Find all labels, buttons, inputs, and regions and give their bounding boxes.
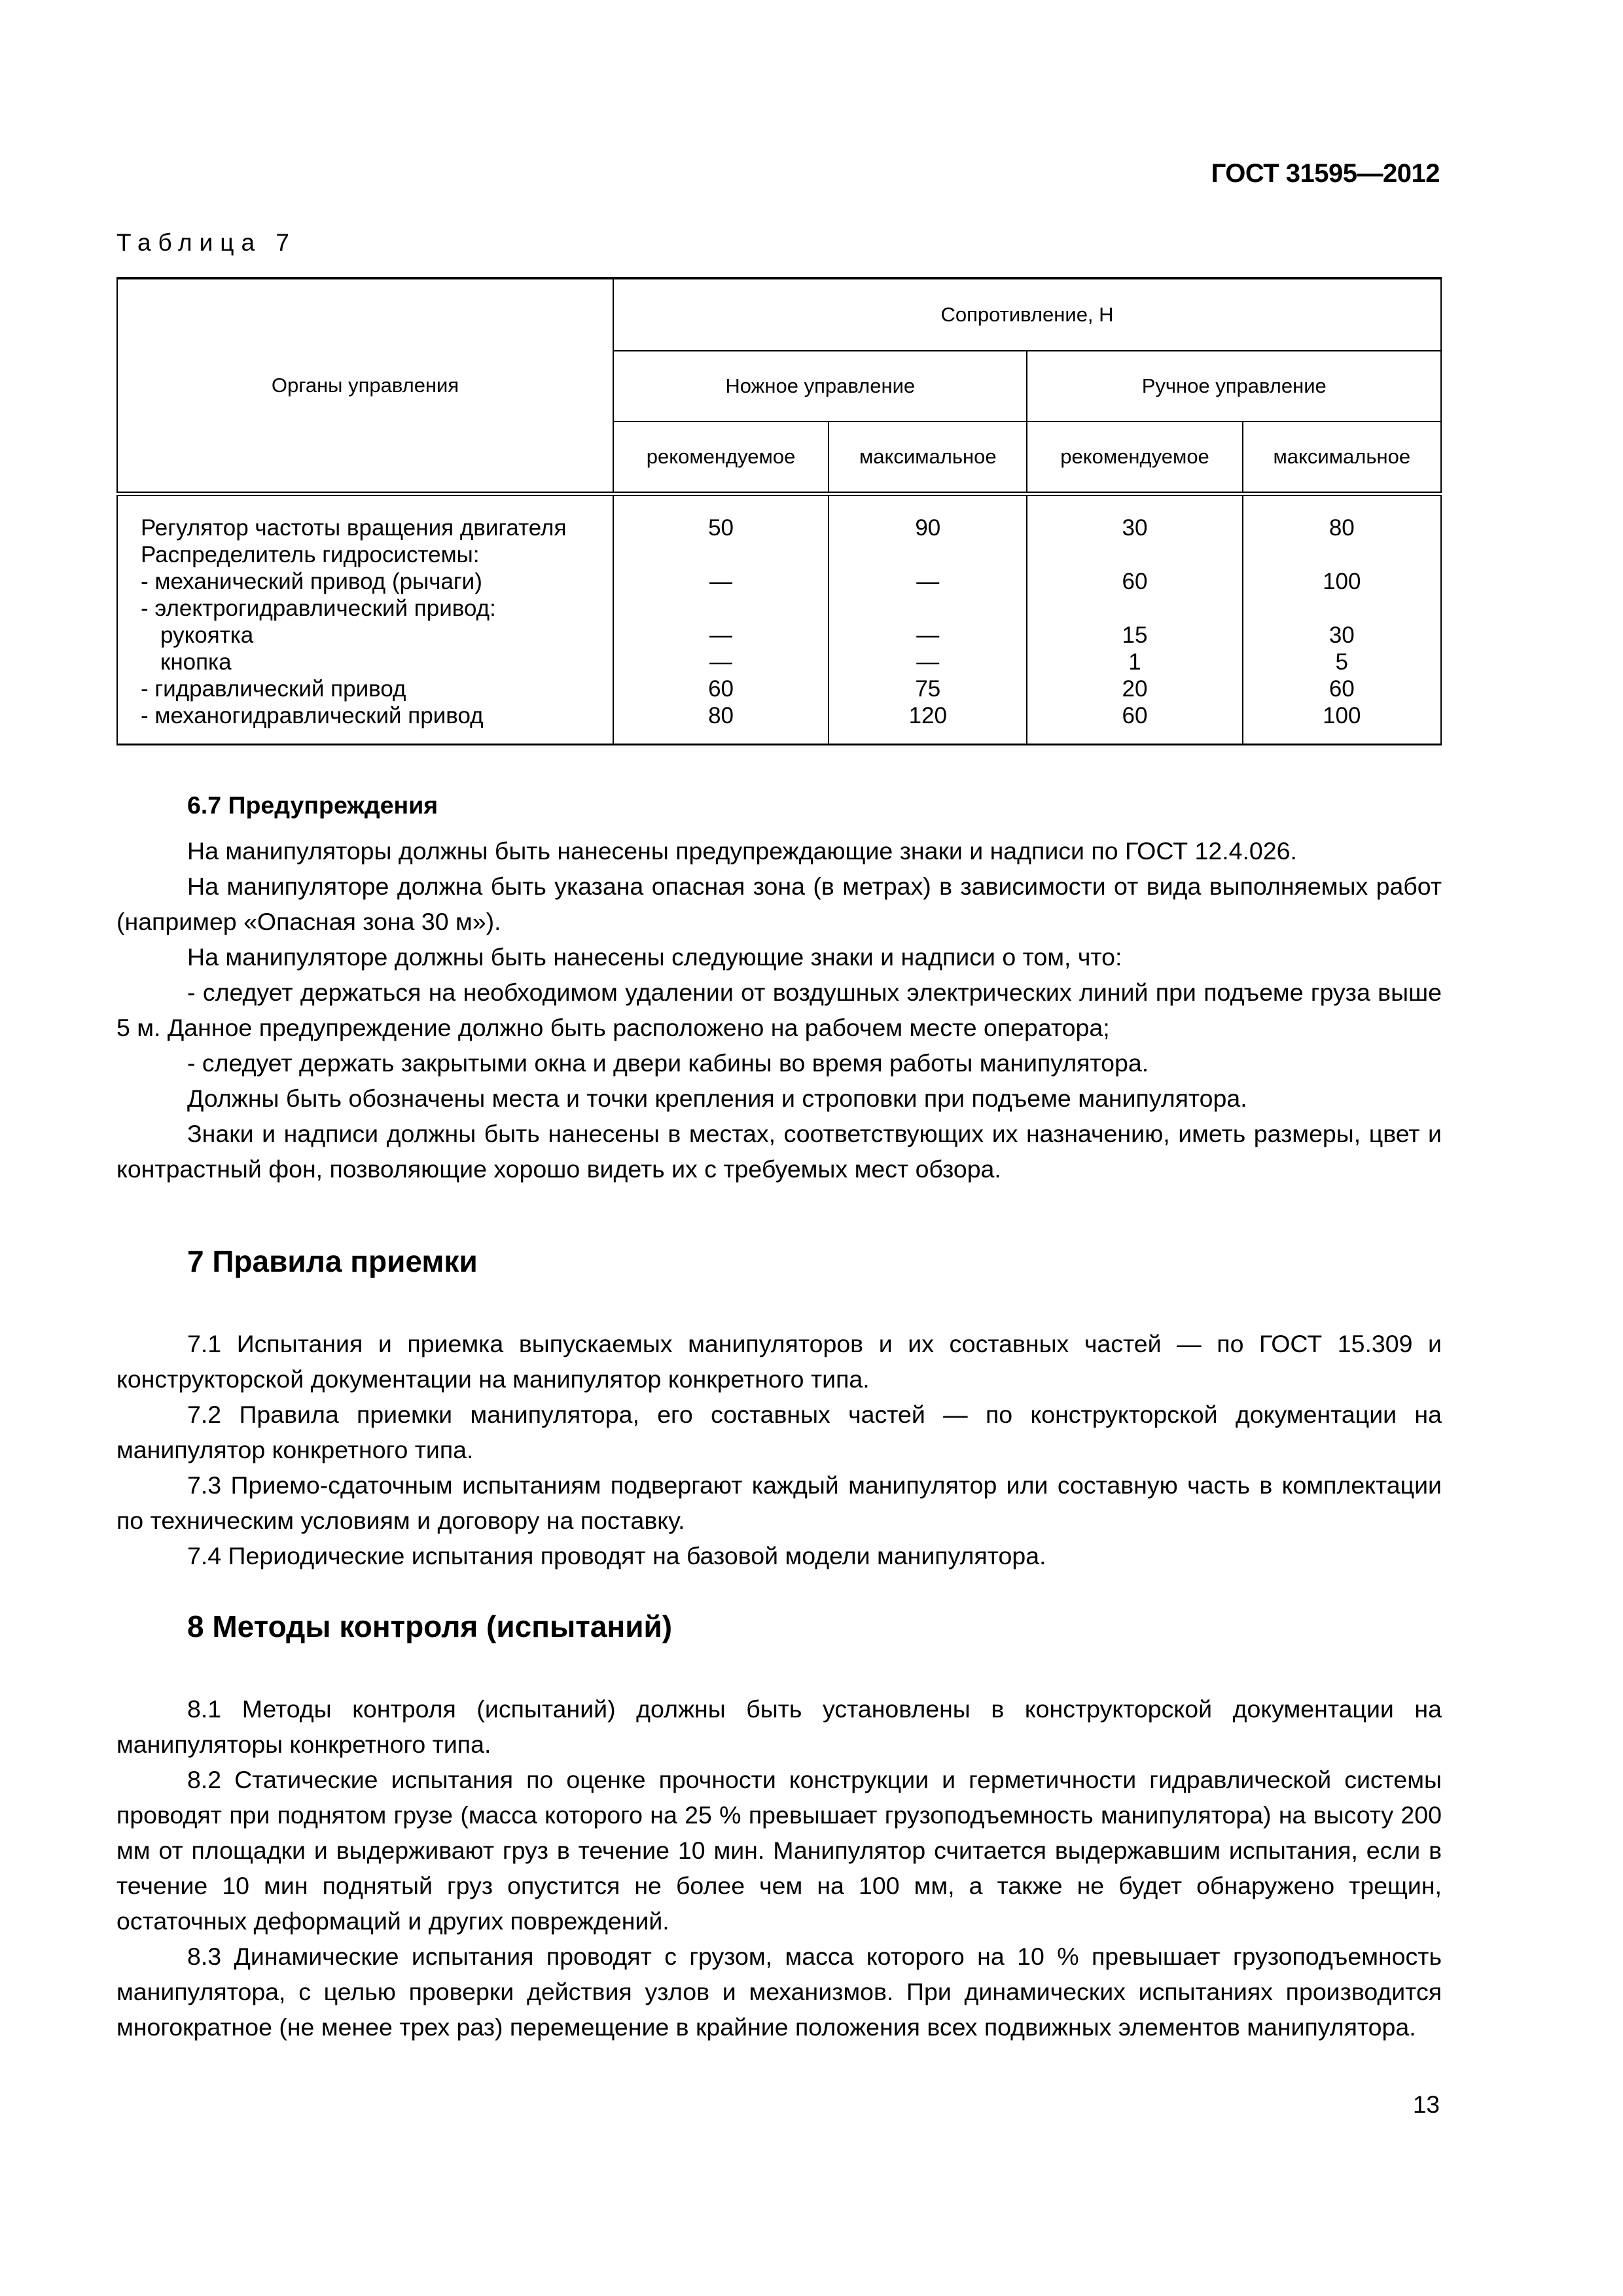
row-name: Регулятор частоты вращения двигателя bbox=[141, 515, 567, 541]
paragraph: - следует держаться на необходимом удалении от воздушных электрических линий при подъеме груза выше 5 м. Данное предупреждение должно быть расположено на рабочем месте оператора; bbox=[116, 978, 1442, 1041]
cell-value: 80 bbox=[708, 703, 734, 728]
cell-value: — bbox=[916, 622, 940, 648]
cell-value: 60 bbox=[1329, 676, 1355, 702]
cell-value: 30 bbox=[1329, 622, 1355, 648]
section-heading: 6.7 Предупреждения bbox=[187, 791, 438, 819]
header-resistance: Сопротивление, Н bbox=[613, 278, 1441, 351]
paragraph: 7.4 Периодические испытания проводят на базовой модели манипулятора. bbox=[187, 1542, 1046, 1570]
cell-value bbox=[615, 541, 827, 568]
cell-value: 50 bbox=[708, 515, 734, 541]
header-hand-recommended: рекомендуемое bbox=[1027, 422, 1242, 494]
page-number: 13 bbox=[1412, 2091, 1440, 2118]
cell-value: 100 bbox=[1323, 703, 1361, 728]
cell-value: — bbox=[916, 569, 940, 594]
cell-value: 20 bbox=[1122, 676, 1148, 702]
section-6-7 bbox=[116, 787, 1442, 1187]
cell-value bbox=[1028, 595, 1241, 622]
cell-value bbox=[830, 541, 1026, 568]
foot-recommended-column bbox=[613, 494, 829, 745]
header-foot-control: Ножное управление bbox=[613, 351, 1027, 422]
table-body-row bbox=[117, 494, 1441, 745]
cell-value: 1 bbox=[1128, 649, 1141, 675]
paragraph: 8.2 Статические испытания по оценке прочности конструкции и герметичности гидравлической системы проводят при поднятом грузе (масса которого на 25 % превышает грузоподъемность манипулятора) на высоту 200 мм от площадки и выдерживают груз в течение 10 мин. Манипулятор считается выдержавшим испытания, если в течение 10 мин поднятый груз опустится не более чем на 100 мм, а также не будет обнаружено трещин, остаточных деформаций и других повреждений. bbox=[116, 1766, 1442, 1935]
foot-maximum-column bbox=[829, 494, 1027, 745]
header-controls: Органы управления bbox=[117, 278, 613, 494]
paragraph: На манипуляторе должна быть указана опасная зона (в метрах) в зависимости от вида выполняемых работ (например «Опасная зона 30 м»). bbox=[116, 872, 1442, 935]
cell-value: 60 bbox=[1122, 703, 1148, 728]
cell-value: 60 bbox=[1122, 569, 1148, 594]
paragraph: - следует держать закрытыми окна и двери кабины во время работы манипулятора. bbox=[187, 1049, 1149, 1077]
cell-value: — bbox=[916, 649, 940, 675]
paragraph: 7.2 Правила приемки манипулятора, его составных частей — по конструкторской документации на манипулятор конкретного типа. bbox=[116, 1401, 1442, 1463]
section-heading: 7 Правила приемки bbox=[187, 1244, 478, 1278]
cell-value: 15 bbox=[1122, 622, 1148, 648]
controls-column bbox=[117, 494, 613, 745]
cell-value: 120 bbox=[908, 703, 947, 728]
row-name: рукоятка bbox=[160, 622, 254, 648]
cell-value: 75 bbox=[915, 676, 941, 702]
hand-maximum-column bbox=[1243, 494, 1441, 745]
cell-value bbox=[1244, 541, 1440, 568]
cell-value: 30 bbox=[1122, 515, 1148, 541]
paragraph: На манипуляторы должны быть нанесены предупреждающие знаки и надписи по ГОСТ 12.4.026. bbox=[187, 837, 1297, 865]
paragraph: 8.1 Методы контроля (испытаний) должны быть установлены в конструкторской документации на манипуляторы конкретного типа. bbox=[116, 1695, 1442, 1758]
header-foot-maximum: максимальное bbox=[829, 422, 1027, 494]
cell-value bbox=[1028, 541, 1241, 568]
paragraph: На манипуляторе должны быть нанесены следующие знаки и надписи о том, что: bbox=[187, 943, 1122, 971]
cell-value: — bbox=[709, 622, 733, 648]
document-code: ГОСТ 31595—2012 bbox=[1211, 159, 1440, 188]
table-caption: Таблица 7 bbox=[116, 229, 296, 256]
cell-value bbox=[1244, 595, 1440, 622]
cell-value: 90 bbox=[915, 515, 941, 541]
cell-value: 100 bbox=[1323, 569, 1361, 594]
cell-value bbox=[830, 595, 1026, 622]
row-name: кнопка bbox=[160, 649, 232, 675]
row-name: - механогидравлический привод bbox=[141, 703, 484, 728]
cell-value: — bbox=[709, 569, 733, 594]
paragraph: 7.3 Приемо-сдаточным испытаниям подвергают каждый манипулятор или составную часть в комплектации по техническим условиям и договору на поставку. bbox=[116, 1471, 1442, 1534]
row-name: Распределитель гидросистемы: bbox=[141, 542, 480, 567]
cell-value bbox=[615, 595, 827, 622]
header-foot-recommended: рекомендуемое bbox=[613, 422, 829, 494]
row-name: - гидравлический привод bbox=[141, 676, 406, 702]
header-hand-maximum: максимальное bbox=[1243, 422, 1441, 494]
cell-value: 80 bbox=[1329, 515, 1355, 541]
cell-value: 60 bbox=[708, 676, 734, 702]
cell-value: 5 bbox=[1335, 649, 1349, 675]
hand-recommended-column bbox=[1027, 494, 1242, 745]
row-name: - механический привод (рычаги) bbox=[141, 569, 482, 594]
row-name: - электрогидравлический привод: bbox=[141, 596, 496, 621]
paragraph: 8.3 Динамические испытания проводят с грузом, масса которого на 10 % превышает грузоподъемность манипулятора, с целью проверки действия узлов и механизмов. При динамических испытаниях производится многократное (не менее трех раз) перемещение в крайние положения всех подвижных элементов манипулятора. bbox=[116, 1943, 1442, 2041]
section-8 bbox=[116, 1609, 1442, 2045]
paragraph: Знаки и надписи должны быть нанесены в местах, соответствующих их назначению, иметь размеры, цвет и контрастный фон, позволяющие хорошо видеть их с требуемых мест обзора. bbox=[116, 1120, 1442, 1183]
section-heading: 8 Методы контроля (испытаний) bbox=[187, 1609, 673, 1643]
cell-value: — bbox=[709, 649, 733, 675]
resistance-table bbox=[116, 277, 1442, 745]
paragraph: Должны быть обозначены места и точки крепления и строповки при подъеме манипулятора. bbox=[187, 1085, 1247, 1112]
header-hand-control: Ручное управление bbox=[1027, 351, 1441, 422]
paragraph: 7.1 Испытания и приемка выпускаемых манипуляторов и их составных частей — по ГОСТ 15.309 и конструкторской документации на манипулятор конкретного типа. bbox=[116, 1330, 1442, 1393]
section-7 bbox=[116, 1244, 1442, 1573]
